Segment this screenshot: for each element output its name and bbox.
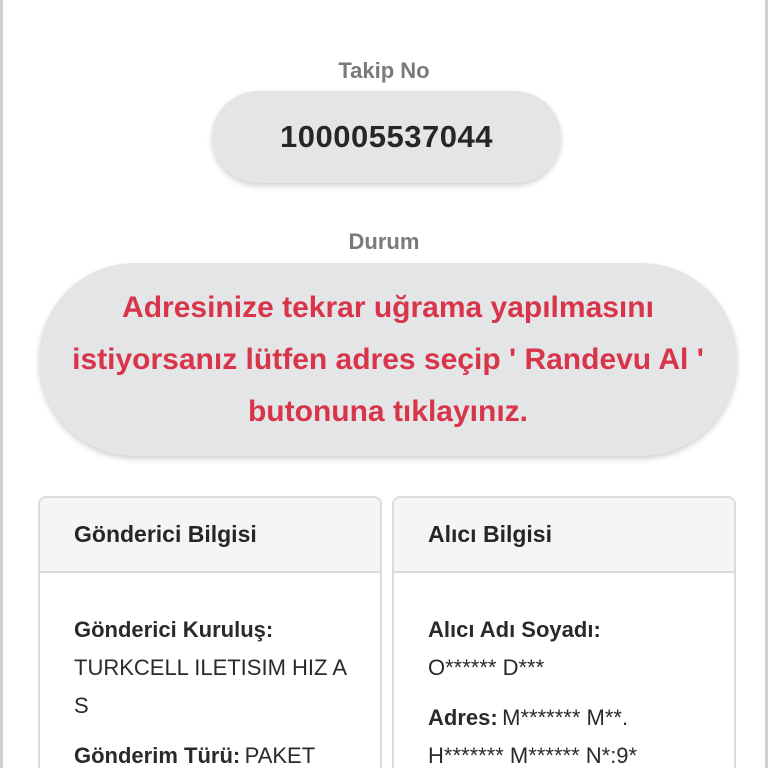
recipient-address-value: M******* M**. H******* M****** N*:9* <box>428 705 638 768</box>
tracking-number-pill <box>212 91 561 183</box>
sender-card-title: Gönderici Bilgisi <box>40 498 380 573</box>
recipient-card-title: Alıcı Bilgisi <box>394 498 734 573</box>
tracking-label: Takip No <box>338 58 430 83</box>
shipment-type-field <box>74 737 346 768</box>
status-label: Durum <box>348 229 420 254</box>
sender-info-card <box>38 496 382 768</box>
recipient-name-field <box>428 611 700 687</box>
tracking-number: 100005537044 <box>280 119 493 154</box>
recipient-name-value: O****** D*** <box>428 655 545 680</box>
sender-institution-value: TURKCELL ILETISIM HIZ A S <box>74 655 346 718</box>
sender-card-body <box>40 573 380 768</box>
recipient-address-field <box>428 699 700 768</box>
recipient-card-body <box>394 573 734 768</box>
recipient-name-label: Alıcı Adı Soyadı: <box>428 617 601 642</box>
status-pill <box>39 263 737 456</box>
shipment-type-value: PAKET <box>244 743 316 768</box>
sender-institution-field <box>74 611 346 725</box>
status-message: Adresinize tekrar uğrama yapılmasını istiyorsanız lütfen adres seçip ' Randevu Al ' butonuna tıklayınız. <box>72 290 704 428</box>
recipient-info-card <box>392 496 736 768</box>
sender-institution-label: Gönderici Kuruluş: <box>74 617 274 642</box>
shipment-type-label: Gönderim Türü: <box>74 743 241 768</box>
recipient-address-label: Adres: <box>428 705 498 730</box>
